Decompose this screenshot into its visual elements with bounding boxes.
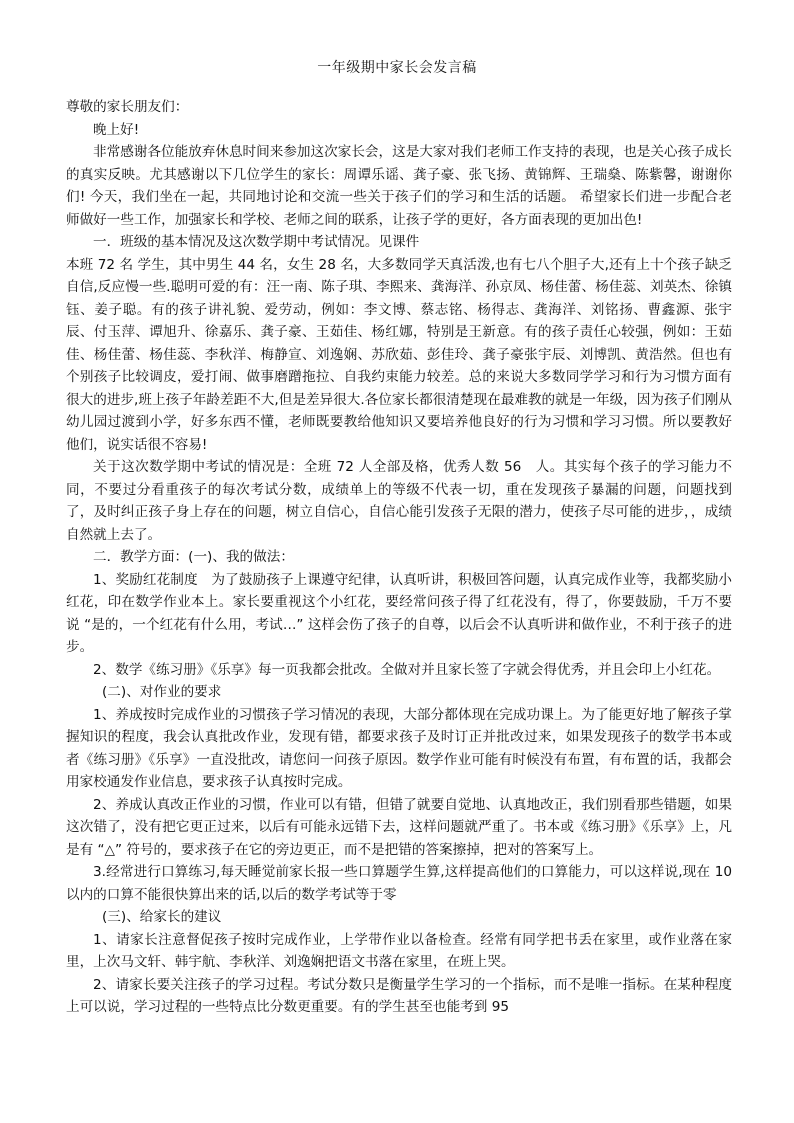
salutation: 尊敬的家长朋友们： (66, 99, 189, 115)
homework-habit-paragraph: 1、养成按时完成作业的习惯孩子学习情况的表现，大部分都体现在完成功课上。为了能更好地了解孩子掌握知识的程度，我会认真批改作业，发现有错，都要求孩子及时订正并批改过来，如果发现孩子的数学书本或者《练习册》《乐享》一直没批改，请您问一问孩子原因。数学作业可能有时候没有布置，有布置的话，我都会用家校通发作业信息，要求孩子认真按时完成。 (66, 706, 732, 790)
correction-habit-paragraph: 2、养成认真改正作业的习惯，作业可以有错，但错了就要自觉地、认真地改正，我们别看那些错题，如果这次错了，没有把它更正过来，以后有可能永远错下去，这样问题就严重了。书本或《练习册》《乐享》上，凡是有 “△” 符号的，要求孩子在它的旁边更正，而不是把错的答案擦掉，把对的答案写上。 (66, 796, 732, 858)
class-overview-paragraph: 本班 72 名 学生，其中男生 44 名，女生 28 名，大多数同学天真活泼,也有七八个胆子大,还有上十个孩子缺乏自信,反应慢一些.聪明可爱的有：汪一南、陈子琪、李熙来、龚海洋、孙京凤、杨佳蕾、杨佳蕊、刘英杰、徐镇钰、姜子聪。有的孩子讲礼貌、爱劳动，例如：李文博、蔡志铭、杨得志、龚海洋、刘铭扬、曹鑫源、张宇辰、付玉萍、谭旭升、徐嘉乐、龚子豪、王茹佳、杨红娜，特别是王新意。有的孩子责任心较强，例如：王茹佳、杨佳蕾、杨佳蕊、李秋洋、梅静宣、刘逸娴、苏欣茹、彭佳玲、龚子豪张宇辰、刘博凯、黄浩然。但也有个别孩子比较调皮，爱打闹、做事磨蹭拖拉、自我约束能力较差。总的来说大多数同学学习和行为习惯方面有很大的进步,班上孩子年龄差距不大,但是差异很大.各位家长都很清楚现在最难教的就是一年级，因为孩子们刚从幼儿园过渡到小学，好多东西不懂，老师既要教给他知识又要培养他良好的行为习惯和学习习惯。所以要教好他们，说实话很不容易! (66, 256, 732, 453)
subheading-homework: (二)、对作业的要求 (102, 684, 222, 700)
opening-paragraph: 非常感谢各位能放弃休息时间来参加这次家长会，这是大家对我们老师工作支持的表现，也是关心孩子成长的真实反映。尤其感谢以下几位学生的家长：周谭乐谣、龚子豪、张飞扬、黄锦辉、王瑞燊、陈紫馨，谢谢你们! 今天，我们坐在一起，共同地讨论和交流一些关于孩子们的学习和生活的话题。 希望家长们进一步配合老师做好一些工作，加强家长和学校、老师之间的联系，让孩子学的更好，各方面表现的更加出色! (66, 144, 732, 228)
red-flower-paragraph: 1、奖励红花制度 为了鼓励孩子上课遵守纪律，认真听讲，积极回答问题，认真完成作业等，我都奖励小红花，印在数学作业本上。家长要重视这个小红花，要经常问孩子得了红花没有，得了，你要鼓励，千万不要说 “是的，一个红花有什么用，考试…” 这样会伤了孩子的自尊，以后会不认真听讲和做作业，不利于孩子的进步。 (66, 571, 732, 655)
section-heading-teaching: 二．教学方面：(一)、我的做法： (93, 549, 294, 565)
document-body (66, 96, 732, 1019)
document-title: 一年级期中家长会发言稿 (317, 60, 477, 76)
workbook-paragraph: 2、数学《练习册》《乐享》每一页我都会批改。全做对并且家长签了字就会得优秀，并且会印上小红花。 (93, 661, 721, 678)
advice-process-paragraph: 2、请家长要关注孩子的学习过程。考试分数只是衡量学生学习的一个指标，而不是唯一指标。在某种程度上可以说，学习过程的一些特点比分数更重要。有的学生甚至也能考到 95 (66, 976, 732, 1015)
mental-math-paragraph: 3.经常进行口算练习,每天睡觉前家长报一些口算题学生算,这样提高他们的口算能力，可以这样说,现在 10 以内的口算不能很快算出来的话,以后的数学考试等于零 (66, 864, 732, 903)
exam-results-paragraph: 关于这次数学期中考试的情况是：全班 72 人全部及格，优秀人数 56 人。其实每个孩子的学习能力不同，不要过分看重孩子的每次考试分数，成绩单上的等级不代表一切，重在发现孩子暴漏的问题，问题找到了，及时纠正孩子身上存在的问题，树立自信心，自信心能引发孩子无限的潜力，使孩子尽可能的进步，，成绩自然就上去了。 (66, 459, 732, 543)
subheading-advice: (三)、给家长的建议 (102, 909, 222, 925)
section-heading-class-overview: 一．班级的基本情况及这次数学期中考试情况。见课件 (93, 234, 420, 250)
greeting: 晚上好! (93, 121, 140, 138)
advice-homework-paragraph: 1、请家长注意督促孩子按时完成作业，上学带作业以备检查。经常有同学把书丢在家里，或作业落在家里，上次马文轩、韩宇航、李秋洋、刘逸娴把语文书落在家里，在班上哭。 (66, 931, 732, 970)
